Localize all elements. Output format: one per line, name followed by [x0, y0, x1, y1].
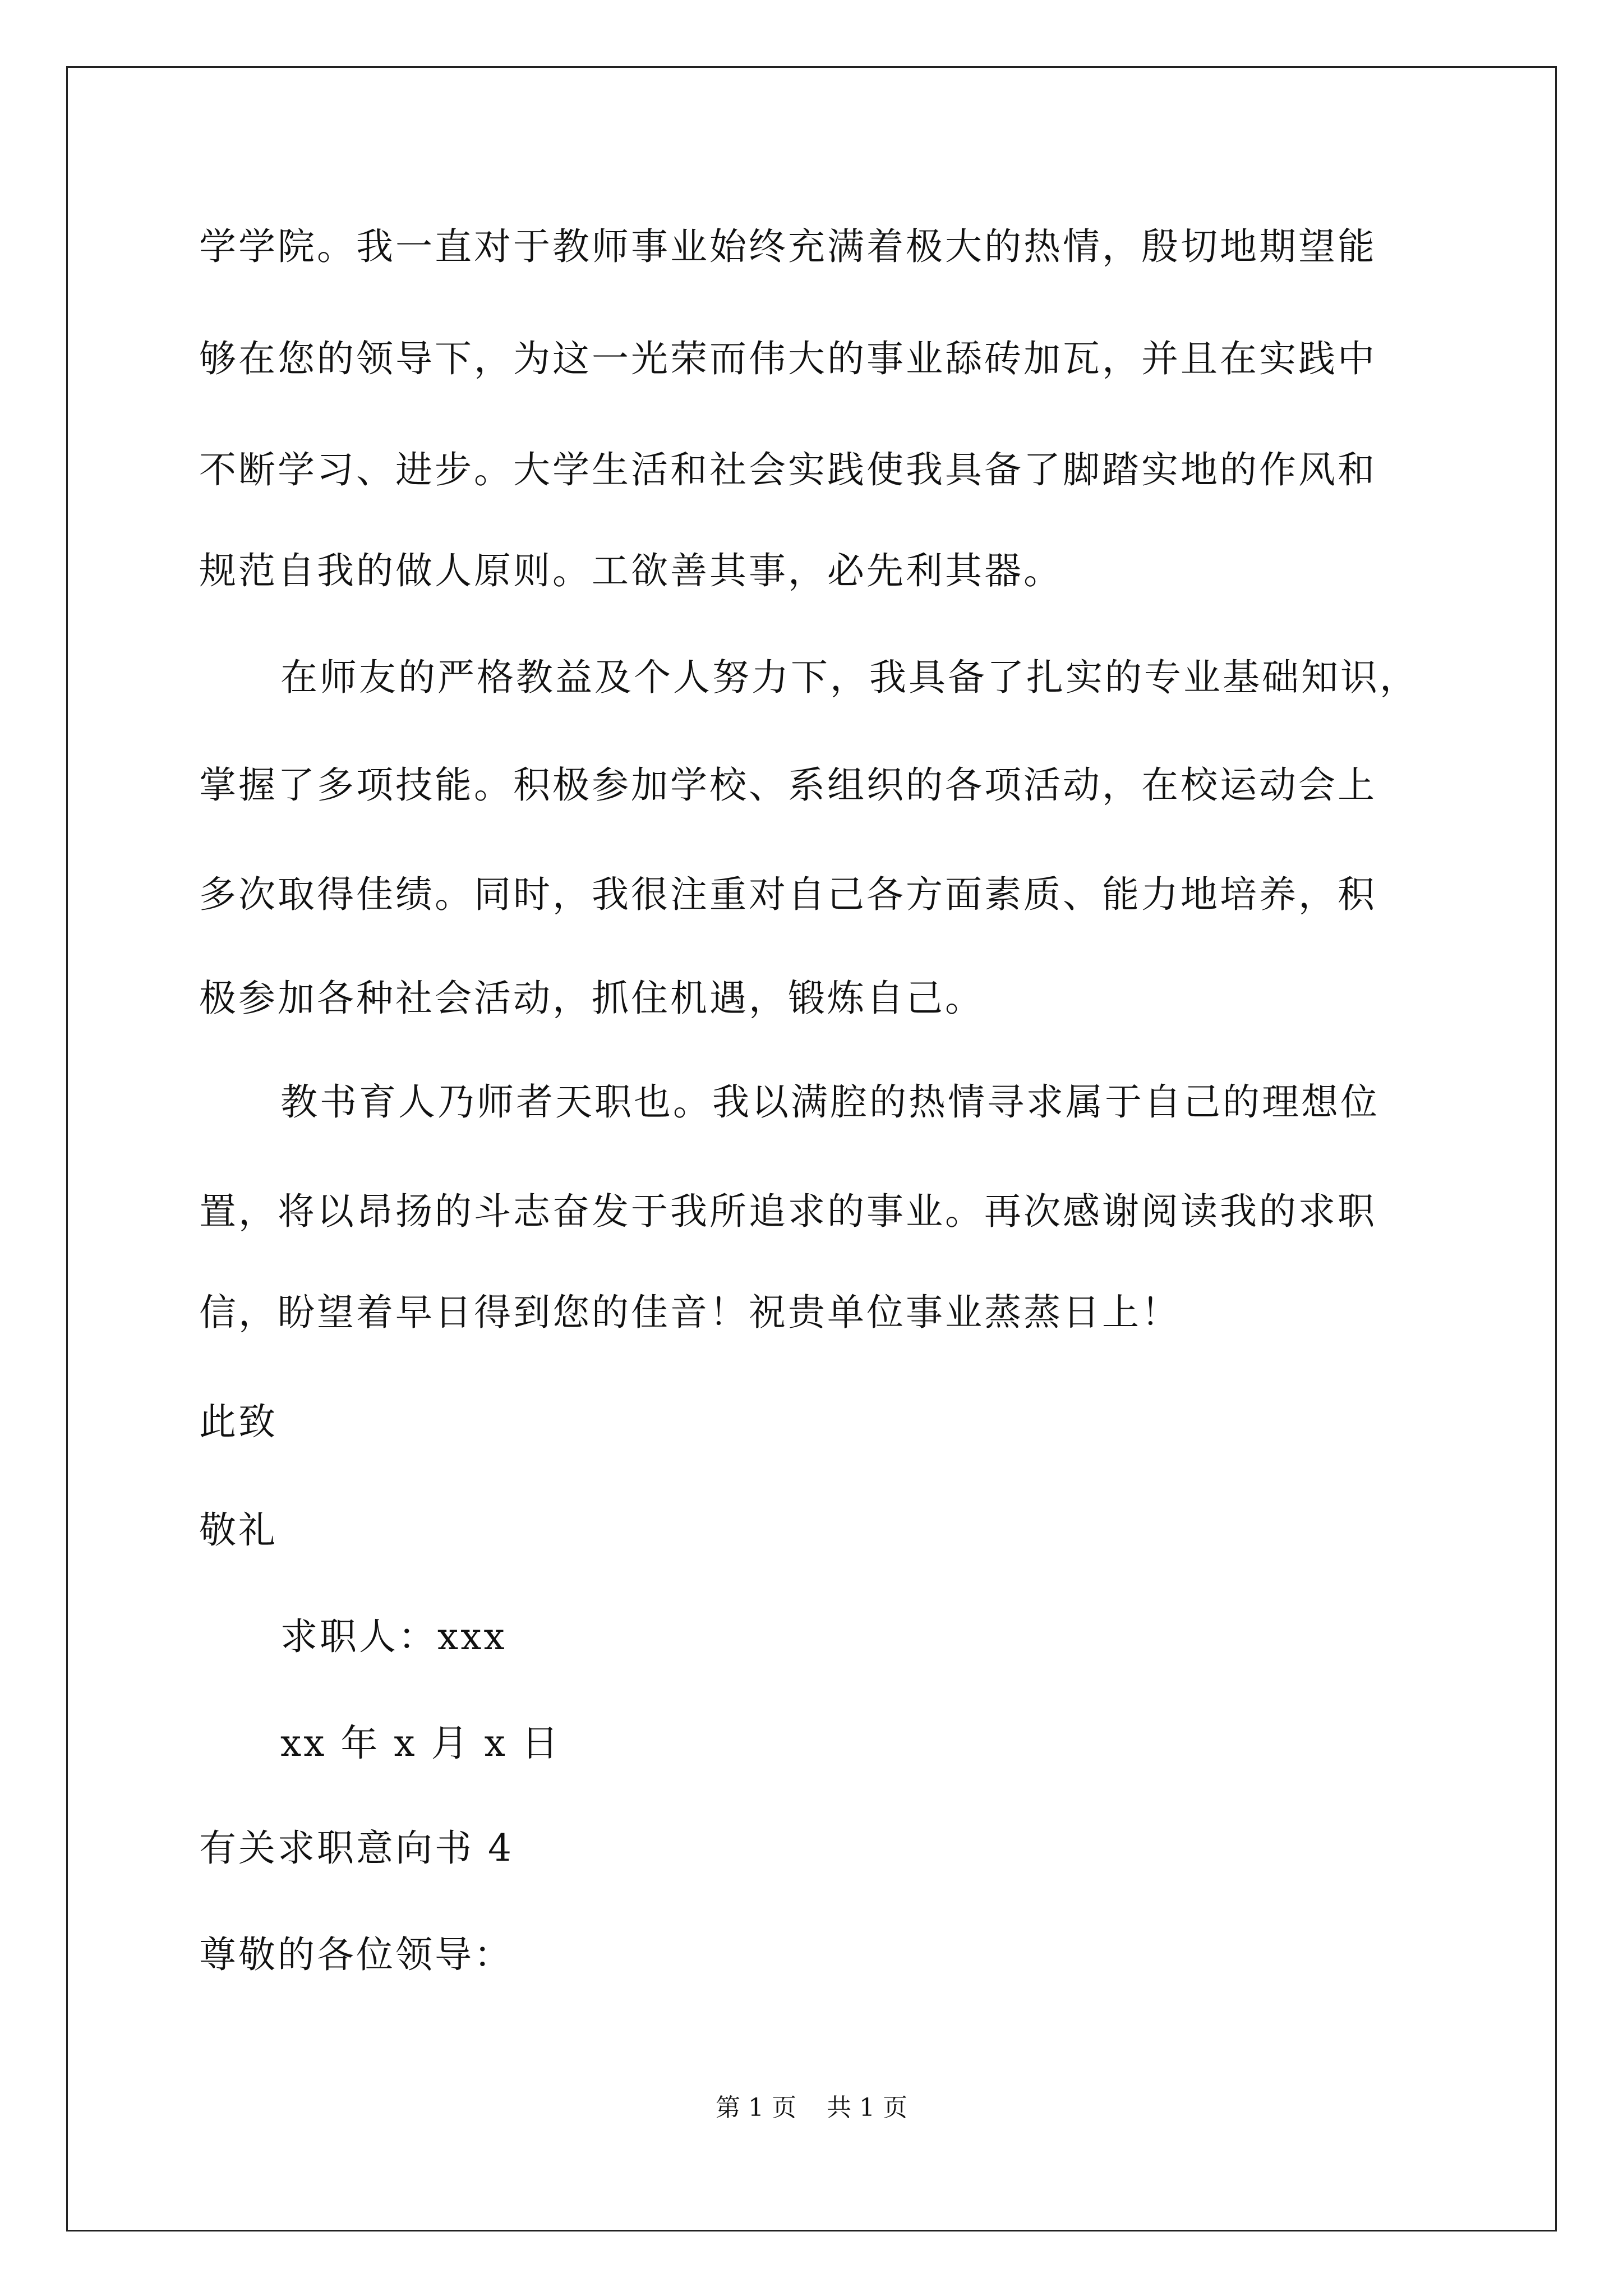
body-line: 够在您的领导下，为这一光荣而伟大的事业舔砖加瓦，并且在实践中 — [199, 337, 1377, 380]
body-line: 掌握了多项技能。积极参加学校、系组织的各项活动，在校运动会上 — [199, 763, 1377, 807]
body-line: 在师友的严格教益及个人努力下，我具备了扎实的专业基础知识， — [280, 656, 1419, 699]
body-line: 规范自我的做人原则。工欲善其事，必先利其器。 — [199, 549, 1063, 592]
date-line: xx 年 x 月 x 日 — [280, 1722, 561, 1765]
body-line: 置，将以昂扬的斗志奋发于我所追求的事业。再次感谢阅读我的求职 — [199, 1190, 1377, 1233]
salutation-line: 敬礼 — [199, 1508, 278, 1552]
page-border — [66, 66, 1557, 2231]
page-total: 共 1 页 — [827, 2093, 907, 2122]
body-line: 信，盼望着早日得到您的佳音！祝贵单位事业蒸蒸日上！ — [199, 1291, 1181, 1334]
body-line: 学学院。我一直对于教师事业始终充满着极大的热情，殷切地期望能 — [199, 225, 1377, 268]
body-line: 教书育人乃师者天职也。我以满腔的热情寻求属于自己的理想位 — [280, 1080, 1380, 1124]
signature-line: 求职人：xxx — [280, 1615, 507, 1658]
closing-line: 此致 — [199, 1400, 278, 1443]
body-line: 多次取得佳绩。同时，我很注重对自己各方面素质、能力地培养，积 — [199, 873, 1377, 916]
section-heading: 有关求职意向书 4 — [199, 1826, 514, 1870]
greeting-line: 尊敬的各位领导： — [199, 1933, 513, 1976]
page-footer — [0, 2092, 1623, 2124]
page-number: 第 1 页 — [716, 2093, 796, 2122]
body-line: 极参加各种社会活动，抓住机遇，锻炼自己。 — [199, 977, 984, 1020]
body-line: 不断学习、进步。大学生活和社会实践使我具备了脚踏实地的作风和 — [199, 448, 1377, 491]
